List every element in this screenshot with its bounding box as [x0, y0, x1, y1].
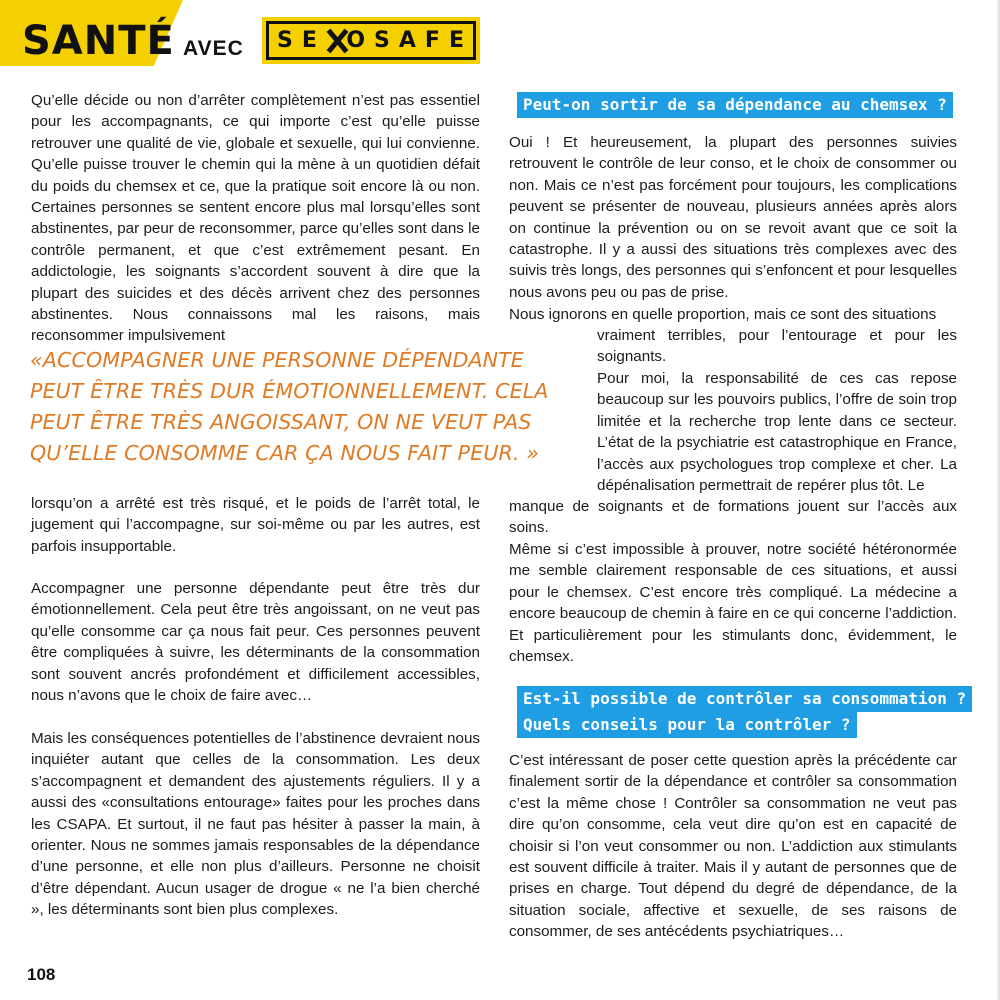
- answer-1-paragraph-2-indent: vraiment terribles, pour l’entourage et pour les soignants.: [597, 327, 957, 366]
- logo-prefix: SE: [277, 28, 326, 53]
- section-title-avec: AVEC: [183, 37, 244, 60]
- question-heading-2-line-2: Quels conseils pour la contrôler ?: [517, 712, 857, 738]
- question-heading-1: Peut-on sortir de sa dépendance au chemsex ?: [517, 92, 953, 118]
- left-paragraph-2: Accompagner une personne dépendante peut être très dur émotionnellement. Cela peut être très angoissant, on ne veut pas qu’elle consomme car ça nous fait peur. Ces personnes peuvent être compliquées à suivre, les déterminants de la consommation sont souvent ancrés profondément et difficilement accessibles, nous n’avons que le choix de faire avec…: [31, 580, 480, 705]
- question-heading-2-line-1: Est-il possible de contrôler sa consommation ?: [517, 686, 972, 712]
- page-number: 108: [27, 965, 56, 984]
- pull-quote: «ACCOMPAGNER UNE PERSONNE DÉPENDANTE PEUT ÊTRE TRÈS DUR ÉMOTIONNELLEMENT. CELA PEUT ÊTRE TRÈS ANGOISSANT, ON NE VEUT PAS QU’ELLE CONSOMME CAR ÇA NOUS FAIT PEUR. »: [30, 348, 549, 465]
- answer-2-paragraph: C’est intéressant de poser cette question après la précédente car finalement sortir de la dépendance et contrôler sa consommation c’est la même chose ! Contrôler sa consommation ne veut pas dire qu’on consomme, cela veut dire qu’on est en capacité de choisir si l’on veut consommer ou non. L’addiction aux stimulants est souvent difficile à traiter. Mais il y autant de personnes que de prises en charge. Tout dépend du degré de dépendance, de la situation sociale, affective et sexuelle, de ses raisons de consommer, de ses antécédents psychiatriques…: [509, 752, 957, 941]
- section-title: SANTÉ: [22, 18, 175, 64]
- answer-1-paragraph-2-start: Nous ignorons en quelle proportion, mais ce sont des situations: [509, 306, 937, 323]
- sexosafe-logo: [262, 17, 480, 64]
- left-paragraph-1: Qu’elle décide ou non d’arrêter complètement n’est pas essentiel pour les accompagnants, ce qui importe c’est qu’elle puisse retrouver une qualité de vie, globale et sexuelle, qui lui convienne. Qu’elle puisse trouver le chemin qui la mène à un quotidien défait du poids du chemsex et ce, que la pratique soit encore là ou non. Certaines personnes se sentent encore plus mal lorsqu’elles sont abstinentes, par peur de reconsommer, parce qu’elles sont dans le contrôle permanent, et que c’est extrêmement pesant. En addictologie, les soignants s’accordent souvent à dire que la plupart des suicides et des décès arrivent chez des personnes abstinentes. Nous connaissons mal les raisons, mais reconsommer impulsivement: [31, 92, 480, 345]
- left-paragraph-1-continued: lorsqu’on a arrêté est très risqué, et le poids de l’arrêt total, le jugement qui l’accompagne, sur soi-même ou par les autres, est parfois insupportable.: [31, 495, 480, 555]
- answer-1-paragraph-4: Même si c’est impossible à prouver, notre société hétéronormée me semble clairement responsable de ces situations, et aussi pour le chemsex. C’est encore très compliqué. La médecine a encore beaucoup de chemin à faire en ce qui concerne l’addiction. Et particulièrement pour les stimulants donc, évidemment, le chemsex.: [509, 541, 957, 666]
- logo-x-icon: [326, 29, 337, 53]
- left-paragraph-3: Mais les conséquences potentielles de l’abstinence devraient nous inquiéter autant que celles de la consommation. Les deux s’accompagnent et demandent des ajustements réguliers. Il y a aussi des «consultations entourage» faites pour les proches dans les CSAPA. Et surtout, il ne faut pas hésiter à passer la main, à orienter. Nous ne sommes jamais responsables de la dépendance d’une personne, et elle non plus d’ailleurs. Personne ne choisit d’être dépendant. Aucun usager de drogue « ne l’a bien cherché », les déterminants sont bien plus complexes.: [31, 730, 480, 919]
- answer-1-paragraph-3-indent: Pour moi, la responsabilité de ces cas repose beaucoup sur les pouvoirs publics, l’offre de soin trop limitée et la recherche trop lente dans ce secteur. L’état de la psychiatrie est catastrophique en France, l’accès aux psychologues trop complexe et cher. La dépénalisation permettrait de repérer plus tôt. Le: [597, 370, 957, 495]
- sexosafe-logo-frame: [266, 21, 476, 60]
- answer-1-paragraph-3-end: manque de soignants et de formations jouent sur l’accès aux soins.: [509, 498, 957, 537]
- answer-1-paragraph-1: Oui ! Et heureusement, la plupart des personnes suivies retrouvent le contrôle de leur conso, et le choix de consommer ou non. Mais ce n’est pas forcément pour toujours, les complications peuvent se présenter de nouveau, plusieurs années après alors on continue la prévention ou on se revoit avant que ce soit la catastrophe. Il y a aussi des situations très complexes avec des suivis très longs, des personnes qui s’enfoncent et pour lesquelles nous avons peu ou pas de prise.: [509, 134, 957, 301]
- logo-suffix: OSAFE: [346, 28, 473, 53]
- page-spine-shadow: [996, 0, 1000, 1000]
